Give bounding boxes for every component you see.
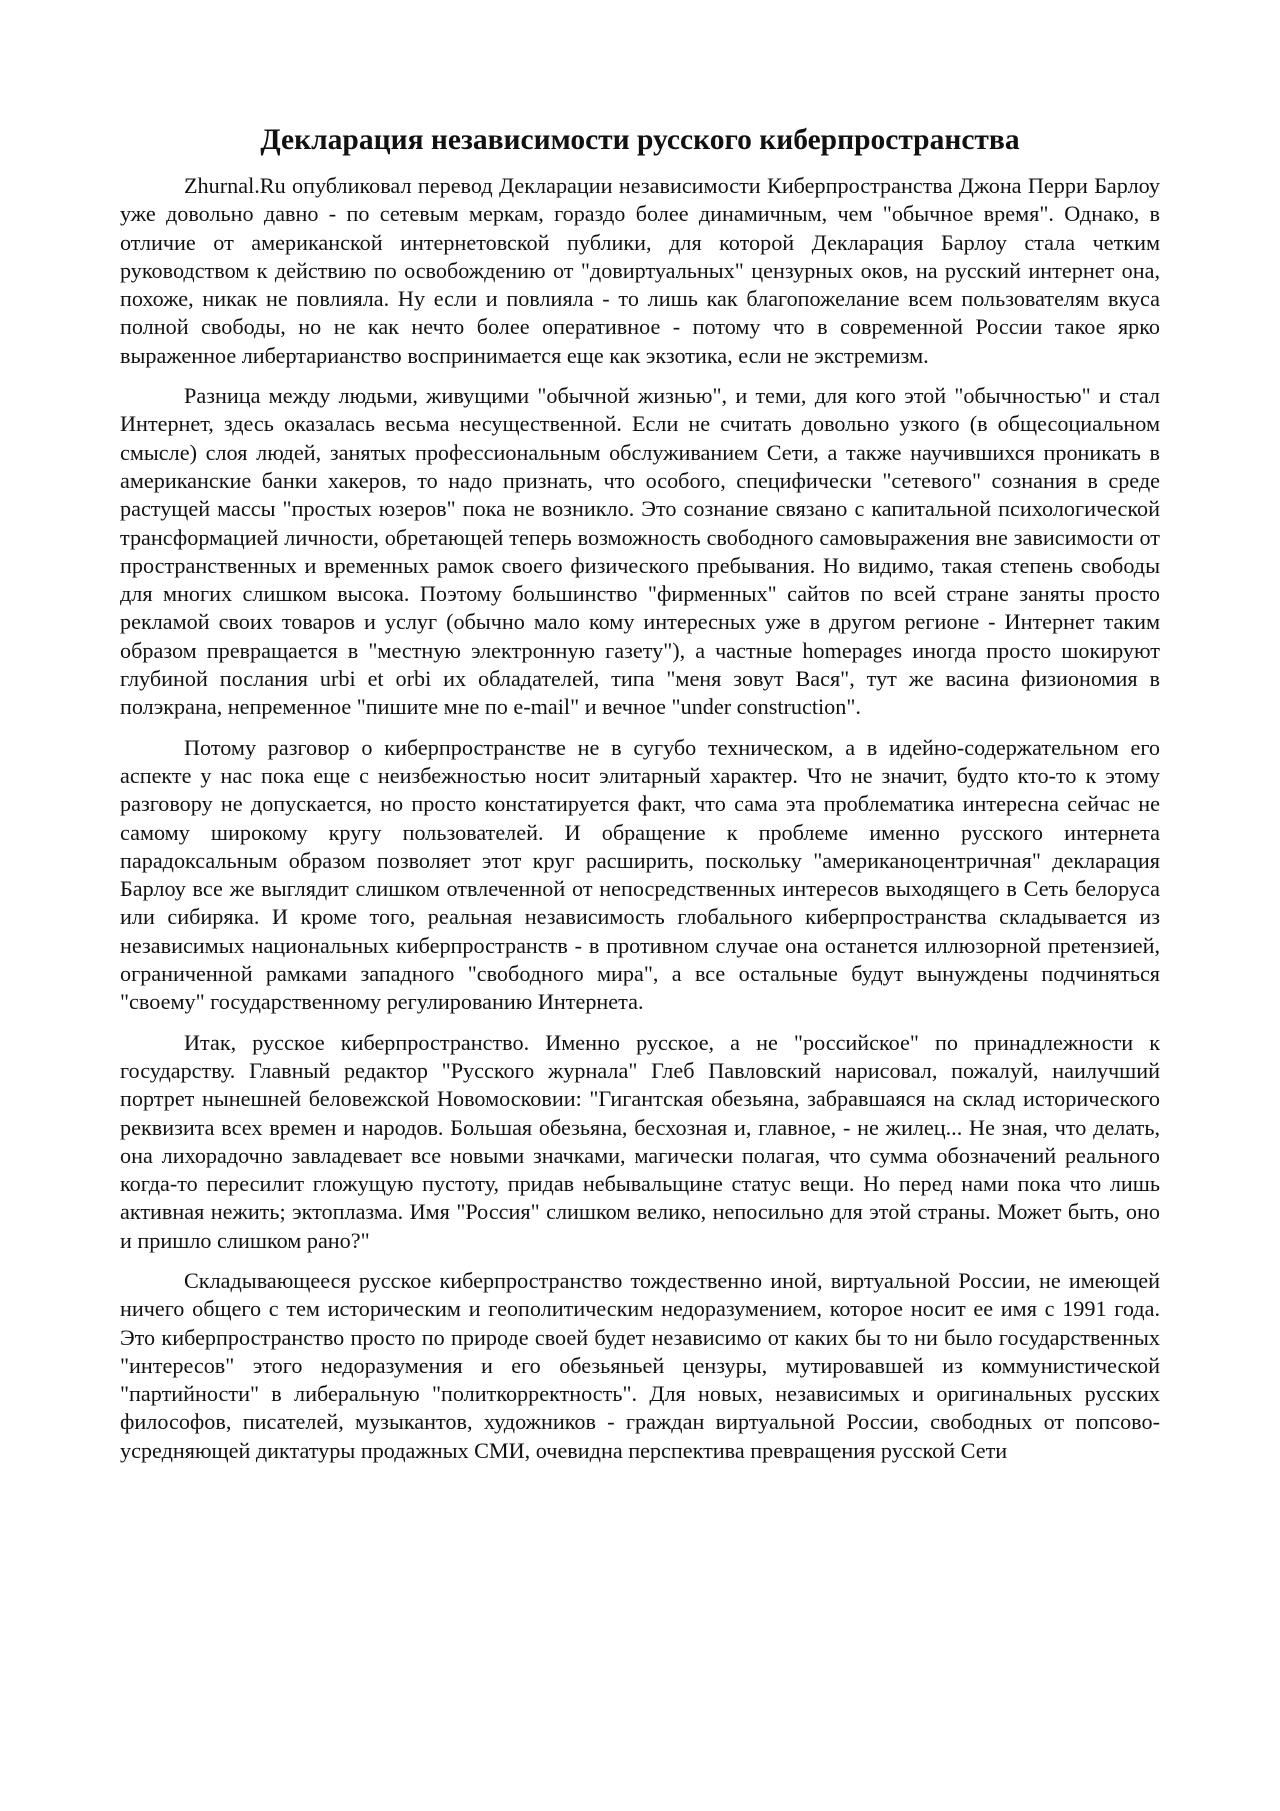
paragraph-1: Zhurnal.Ru опубликовал перевод Декларации независимости Киберпространства Джона Перри Барлоу уже довольно давно - по сетевым меркам, гораздо более динамичным, чем "обычное время". Однако, в отличие от американской интернетовской публики, для которой Декларация Барлоу стала четким руководством к действию по освобождению от "довиртуальных" цензурных оков, на русский интернет она, похоже, никак не повлияла. Ну если и повлияла - то лишь как благопожелание всем пользователям вкуса полной свободы, но не как нечто более оперативное - потому что в современной России такое ярко выраженное либертарианство воспринимается еще как экзотика, если не экстремизм. [120, 173, 1160, 368]
document-title: Декларация независимости русского киберпространства [260, 124, 1020, 156]
paragraph-3: Потому разговор о киберпространстве не в сугубо техническом, а в идейно-содержательном его аспекте у нас пока еще с неизбежностью носит элитарный характер. Что не значит, будто кто-то к этому разговору не допускается, но просто констатируется факт, что сама эта проблематика интересна сейчас не самому широкому кругу пользователей. И обращение к проблеме именно русского интернета парадоксальным образом позволяет этот круг расширить, поскольку "американоцентричная" декларация Барлоу все же выглядит слишком отвлеченной от непосредственных интересов выходящего в Сеть белоруса или сибиряка. И кроме того, реальная независимость глобального киберпространства складывается из независимых национальных киберпространств - в противном случае она останется иллюзорной претензией, ограниченной рамками западного "свободного мира", а все остальные будут вынуждены подчиняться "своему" государственному регулированию Интернета. [120, 734, 1160, 1015]
paragraph-5: Складывающееся русское киберпространство тождественно иной, виртуальной России, не имеющей ничего общего с тем историческим и геополитическим недоразумением, которое носит ее имя с 1991 года. Это киберпространство просто по природе своей будет независимо от каких бы то ни было государственных "интересов" этого недоразумения и его обезьяньей цензуры, мутировавшей из коммунистической "партийности" в либеральную "политкорректность". Для новых, независимых и оригинальных русских философов, писателей, музыкантов, художников - граждан виртуальной России, свободных от попсово-усредняющей диктатуры продажных СМИ, очевидна перспектива превращения русской Сети [120, 1267, 1160, 1463]
paragraph-2: Разница между людьми, живущими "обычной жизнью", и теми, для кого этой "обычностью" и стал Интернет, здесь оказалась весьма несущественной. Если не считать довольно узкого (в общесоциальном смысле) слоя людей, занятых профессиональным обслуживанием Сети, а также научившихся проникать в американские банки хакеров, то надо признать, что особого, специфически "сетевого" сознания в среде растущей массы "простых юзеров" пока не возникло. Это сознание связано с капитальной психологической трансформацией личности, обретающей теперь возможность свободного самовыражения вне зависимости от пространственных и временных рамок своего физического пребывания. Но видимо, такая степень свободы для многих слишком высока. Поэтому большинство "фирменных" сайтов по всей стране заняты просто рекламой своих товаров и услуг (обычно мало кому интересных уже в другом регионе - Интернет таким образом превращается в "местную электронную газету"), а частные homepages иногда просто шокируют глубиной послания urbi et orbi их обладателей, типа "меня зовут Вася", тут же васина физиономия в полэкрана, непременное "пишите мне по e-mail" и вечное "under construction". [120, 383, 1160, 720]
paragraph-4: Итак, русское киберпространство. Именно русское, а не "российское" по принадлежности к государству. Главный редактор "Русского журнала" Глеб Павловский нарисовал, пожалуй, наилучший портрет нынешней беловежской Новомосковии: "Гигантская обезьяна, забравшаяся на склад исторического реквизита всех времен и народов. Большая обезьяна, бесхозная и, главное, - не жилец... Не зная, что делать, она лихорадочно завладевает все новыми значками, магически полагая, что сумма обозначений реального когда-то пересилит гложущую пустоту, придав небывальщине статус вещи. Но перед нами пока что лишь активная нежить; эктоплазма. Имя "Россия" слишком велико, непосильно для этой страны. Может быть, оно и пришло слишком рано?" [120, 1029, 1160, 1253]
